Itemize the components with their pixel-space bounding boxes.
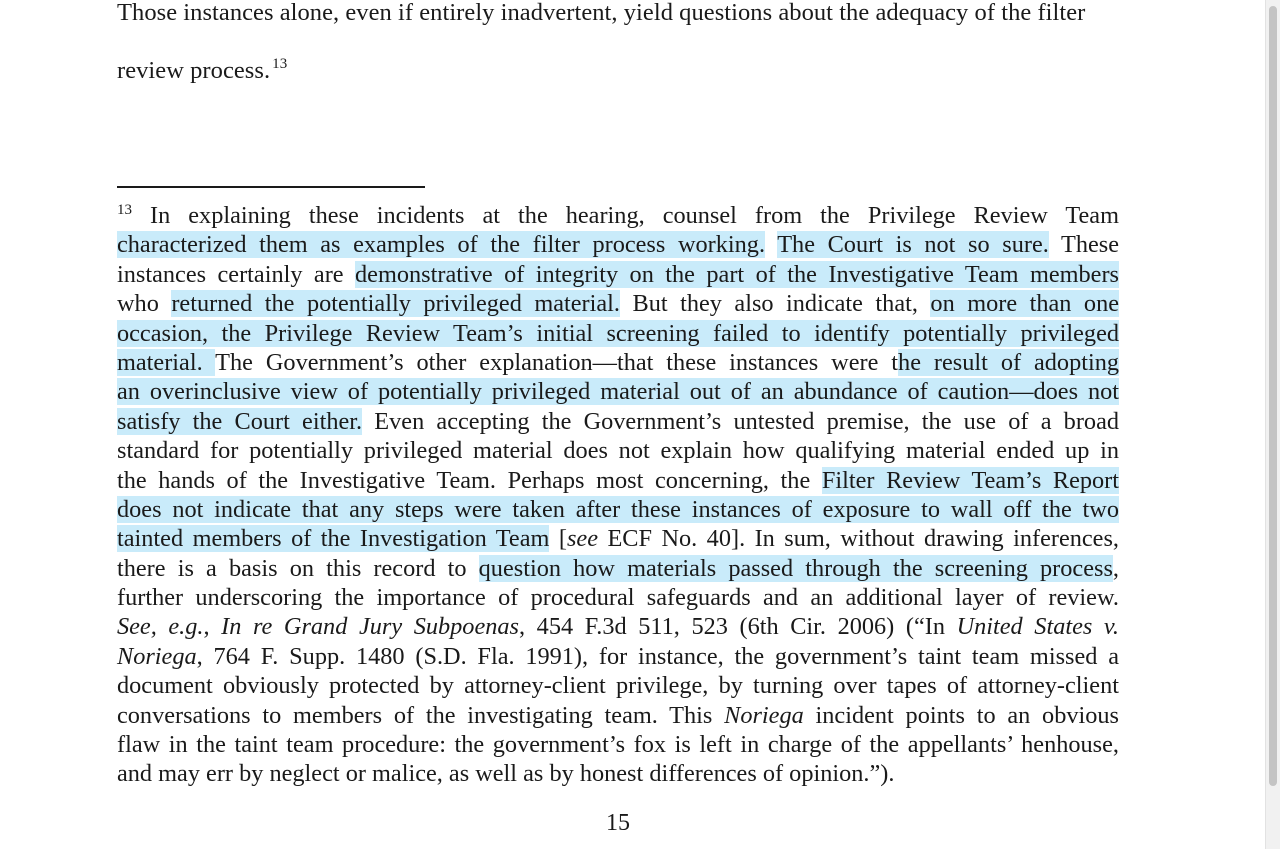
footnote-text: document obviously protected by attorney-client privilege, by turning over tapes of attorney-client [117,672,1119,700]
footnote-line [117,201,1119,230]
highlighted-text[interactable]: Filter Review Team’s Report [821,466,1119,494]
footnote-line [117,260,1119,289]
footnote-line [117,554,1119,583]
footnote-text: the hands of the Investigative Team. Perhaps most concerning, the [117,466,822,494]
footnote-text: These [1048,231,1120,259]
highlighted-text[interactable]: an overinclusive view of potentially privileged material out of an abundance of caution—does not [117,378,1119,406]
footnote-line [117,407,1119,436]
footnote-text: Even accepting the Government’s untested premise, the use of a broad [362,407,1120,435]
footnote-separator [117,186,425,188]
highlighted-text[interactable]: satisfy the Court either. [117,407,363,435]
highlighted-text[interactable]: occasion, the Privilege Review Team’s initial screening failed to identify potentially privileged [117,319,1119,347]
highlighted-text[interactable]: question how materials passed through the screening process [478,554,1113,582]
footnote-line [117,319,1119,348]
italic-citation: See, e.g. [117,613,204,641]
body-text-line-2 [117,57,287,88]
footnote-line [117,671,1119,700]
italic-citation: In re Grand Jury Subpoenas [221,613,519,641]
highlighted-text[interactable]: on more than one [930,290,1120,318]
footnote-text: who [117,290,172,318]
footnote-text: , [203,613,222,641]
footnote-line [117,436,1119,465]
highlighted-text[interactable]: The Court is not so sure. [777,231,1049,259]
footnote-text: further underscoring the importance of procedural safeguards and an additional layer of review. [117,584,1119,612]
footnote-text: incident points to an obvious [803,701,1119,729]
page-number: 15 [606,810,630,836]
footnote-line [117,289,1119,318]
footnote-13 [117,201,1119,789]
footnote-line [117,583,1119,612]
highlighted-text[interactable]: does not indicate that any steps were taken after these instances of exposure to wall off the two [117,495,1119,523]
footnote-text: But they also indicate that, [620,290,931,318]
footnote-text: , 764 F. Supp. 1480 (S.D. Fla. 1991), for instance, the government’s taint team missed a [196,642,1119,670]
footnote-text: and may err by neglect or malice, as well as by honest differences of opinion.”). [117,760,895,788]
footnote-line [117,524,1119,553]
footnote-line [117,466,1119,495]
footnote-text: , 454 F.3d 511, 523 (6th Cir. 2006) (“In [519,613,957,641]
footnote-text: , [1112,554,1119,582]
footnote-text: In explaining these incidents at the hearing, counsel from the Privilege Review Team [150,202,1119,229]
footnote-text: instances certainly are [117,260,356,288]
highlighted-text[interactable]: material. [117,348,216,376]
footnote-text: [ [549,525,567,553]
footnote-text: ECF No. 40]. In sum, without drawing inferences, [597,525,1119,553]
scrollbar-thumb[interactable] [1269,6,1277,786]
italic-citation: see [566,525,598,553]
footnote-line [117,612,1119,641]
footnote-line [117,495,1119,524]
footnote-text [765,231,777,258]
footnote-text: there is a basis on this record to [117,554,479,582]
footnote-reference[interactable]: 13 [272,56,288,72]
body-text-line-1-content: Those instances alone, even if entirely inadvertent, yield questions about the adequacy of the filter [117,0,1086,26]
footnote-line [117,230,1119,259]
italic-citation: Noriega [117,642,197,670]
highlighted-text[interactable]: tainted members of the Investigation Team [117,525,550,553]
body-text-line-2-content: review process. [117,57,271,84]
body-text-line-1 [117,0,1085,27]
highlighted-text[interactable]: he result of adopting [898,348,1120,376]
footnote-line [117,642,1119,671]
footnote-line [117,701,1119,730]
italic-citation: United States v. [956,613,1119,641]
footnote-line [117,730,1119,759]
footnote-line [117,348,1119,377]
vertical-scrollbar[interactable] [1265,0,1280,849]
highlighted-text[interactable]: demonstrative of integrity on the part of the Investigative Team members [355,260,1120,288]
footnote-text: standard for potentially privileged material does not explain how qualifying material ended up in [117,437,1119,465]
highlighted-text[interactable]: returned the potentially privileged material. [171,290,621,318]
footnote-line [117,377,1119,406]
footnote-number: 13 [117,202,132,218]
footnote-text: conversations to members of the investigating team. This [117,701,725,729]
italic-citation: Noriega [724,701,804,729]
footnote-text: flaw in the taint team procedure: the government’s fox is left in charge of the appellants’ henhouse, [117,731,1119,759]
footnote-line [117,759,1119,788]
footnote-text: The Government’s other explanation—that these instances were t [215,348,899,376]
highlighted-text[interactable]: characterized them as examples of the filter process working. [117,231,766,259]
